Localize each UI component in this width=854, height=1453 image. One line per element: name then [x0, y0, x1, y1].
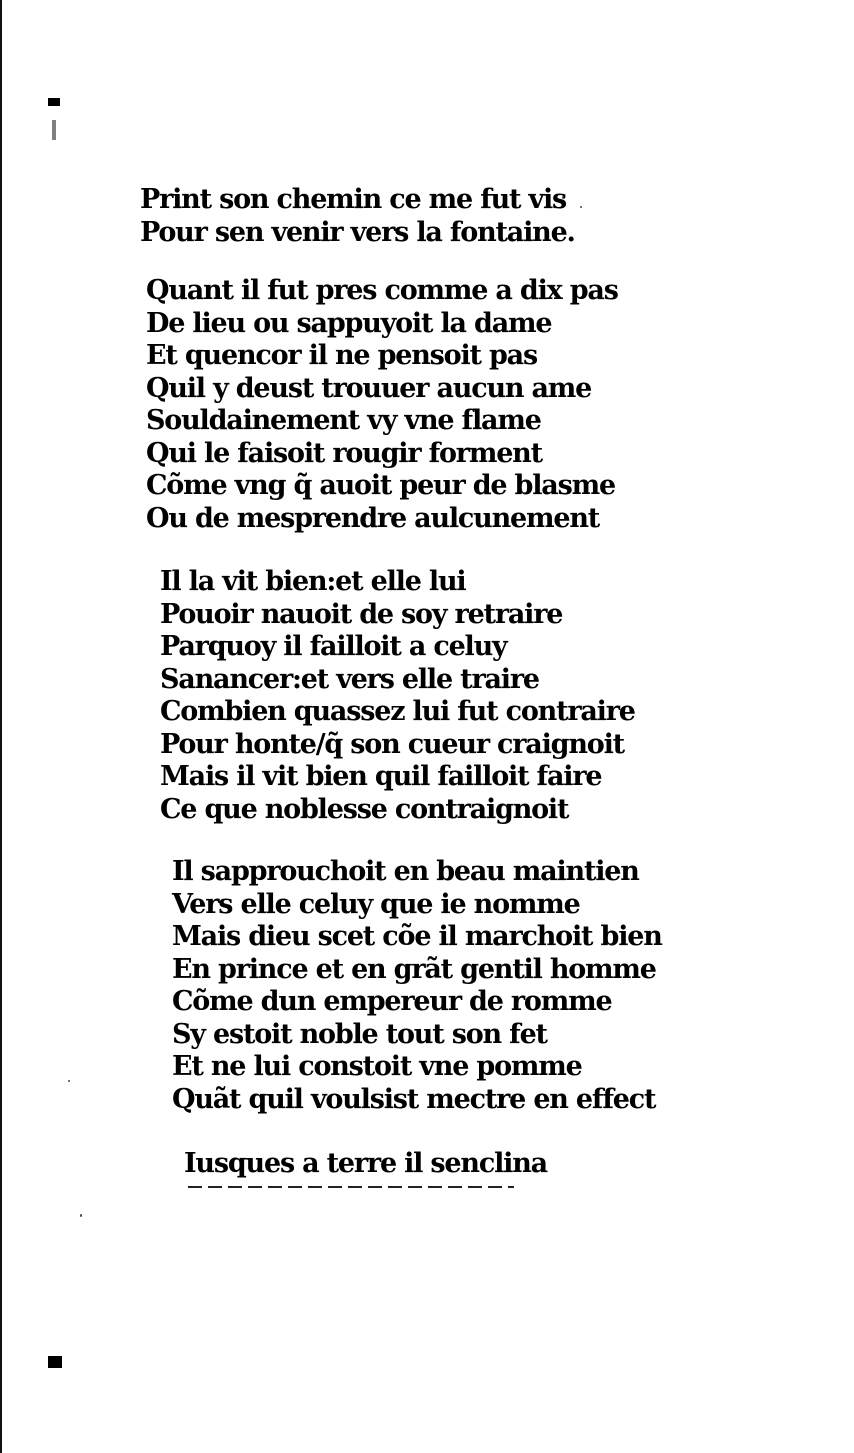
- verse-line: Sy estoit noble tout son fet: [172, 1018, 547, 1050]
- margin-mark: [48, 1356, 62, 1368]
- verse-line: Cõme dun empereur de romme: [172, 986, 612, 1017]
- verse-line: Il la vit bien:et elle lui: [160, 566, 466, 597]
- catchword-rule: [188, 1186, 514, 1188]
- verse-line: Vers elle celuy que ie nomme: [172, 888, 580, 920]
- verse-line: Mais dieu scet cõe il marchoit bien: [172, 921, 662, 952]
- verse-line: De lieu ou sappuyoit la dame: [146, 307, 552, 339]
- verse-line: Et quencor il ne pensoit pas: [146, 340, 537, 371]
- verse-line: Pouoir nauoit de soy retraire: [160, 598, 563, 630]
- ink-speck: [580, 206, 582, 208]
- verse-line: En prince et en grãt gentil homme: [172, 953, 656, 985]
- verse-stanza-3: [160, 566, 635, 826]
- verse-stanza-2: [146, 275, 618, 535]
- ink-speck: [68, 1080, 70, 1082]
- verse-line: Pour honte/q̃ son cueur craignoit: [160, 728, 624, 760]
- verse-line: Qui le faisoit rougir forment: [146, 437, 542, 469]
- verse-line: Et ne lui constoit vne pomme: [172, 1051, 582, 1082]
- verse-line: Parquoy il failloit a celuy: [160, 631, 507, 662]
- verse-line: Quãt quil voulsist mectre en effect: [172, 1083, 656, 1115]
- ink-speck: [80, 1214, 82, 1217]
- verse-line: Souldainement vy vne flame: [146, 405, 541, 436]
- margin-mark: [48, 98, 60, 106]
- verse-stanza-5: [184, 1148, 547, 1181]
- verse-line: Quant il fut pres comme a dix pas: [146, 275, 618, 306]
- margin-mark: [52, 120, 56, 140]
- verse-line: Ce que noblesse contraignoit: [160, 793, 569, 825]
- verse-line: Combien quassez lui fut contraire: [160, 696, 635, 727]
- verse-line: Iusques a terre il senclina: [184, 1148, 547, 1179]
- verse-line: Pour sen venir vers la fontaine.: [140, 216, 575, 248]
- verse-stanza-4: [172, 856, 662, 1116]
- verse-line: Print son chemin ce me fut vis: [140, 184, 567, 215]
- verse-line: Sanancer:et vers elle traire: [160, 663, 539, 695]
- verse-stanza-1: [140, 184, 575, 249]
- verse-line: Cõme vng q̃ auoit peur de blasme: [146, 470, 615, 501]
- verse-line: Il sapprouchoit en beau maintien: [172, 856, 639, 887]
- verse-line: Ou de mesprendre aulcunement: [146, 502, 600, 534]
- verse-line: Quil y deust trouuer aucun ame: [146, 372, 592, 404]
- verse-line: Mais il vit bien quil failloit faire: [160, 761, 602, 792]
